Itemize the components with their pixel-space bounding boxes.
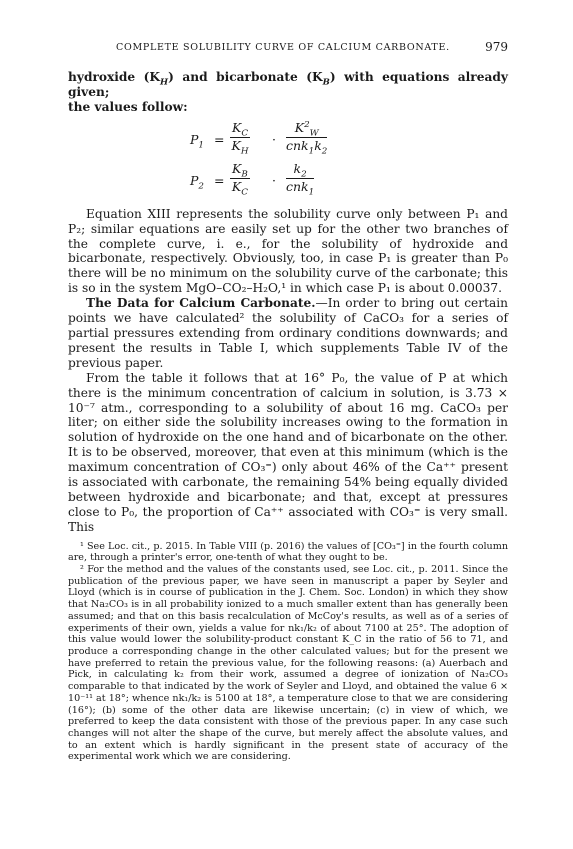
eq-p2-lhs: $P_2$ [190,172,204,192]
eq-p1-lhs: $P_1$ [190,131,204,151]
eq-dot: · [272,131,276,147]
body-text [68,70,508,535]
page [68,40,508,763]
intro-paragraph-line2: the values follow: [68,99,188,114]
eq-p2-frac1: $\frac{K_B}{K_C}$ [231,160,248,198]
footnotes [68,541,508,763]
equation-p1 [190,121,390,159]
page-number: 979 [485,40,508,54]
eq-p2-frac2: $k_2$ cnk$_1$ [286,160,315,198]
paragraph-data-calcium-carbonate [68,296,508,371]
eq-p1-frac2: $K^2_W$ $cnk_1k_2$ [286,119,328,157]
equation-block [68,121,508,203]
equation-p2 [190,162,390,200]
eq-equals: = [214,131,225,147]
footnote-2: ² For the method and the values of the constants used, see Loc. cit., p. 2011. Since the publication of the previous paper, we have seen in manuscript a paper by Seyler and Lloyd (which is in course of publication in the J. Chem. Soc. London) in which they show that Na₂CO₃ is in all probability ionized to a much smaller extent than has generally been assumed; and that on this basis recalculation of McCoy's results, as well as of a series of experiments of their own, yields a value for nk₁/k₂ of about 7100 at 25°. The adoption of this value would lower the solubility-product constant K_C in the ratio of 56 to 71, and produce a corresponding change in the other calculated values; but for the present we have preferred to retain the previous value, for the following reasons: (a) Auerbach and Pick, in calculating k₂ from their work, assumed a degree of ionization of Na₂CO₃ comparable to that indicated by the work of Seyler and Lloyd, and obtained the value 6 × 10⁻¹¹ at 18°; whence nk₁/k₂ is 5100 at 18°, a temperature close to that we are considering (16°); (b) some of the other data are likewise uncertain; (c) in view of which, we preferred to keep the data consistent with those of the previous paper. In any case such changes will not alter the shape of the curve, but merely affect the absolute values, and to an extent which is hardly significant in the present state of accuracy of the experimental work which we are considering. [68,564,508,763]
running-title: COMPLETE SOLUBILITY CURVE OF CALCIUM CARBONATE. [116,42,450,53]
eq-equals: = [214,172,225,188]
footnote-1: ¹ See Loc. cit., p. 2015. In Table VIII (p. 2016) the values of [CO₃⁼] in the fourth column are, through a printer's error, one-tenth of what they ought to be. [68,540,508,564]
section-body: —In order to bring out certain points we have calculated² the solubility of CaCO₃ for a series of partial pressures extending from ordinary conditions downwards; and present the results in Table I, which supplements Table IV of the previous paper. [68,296,508,370]
intro-paragraph: hydroxide $(K_H)$ and bicarbonate $(K_B)$ with equations already given; [68,70,508,99]
eq-dot: · [272,172,276,188]
running-header [68,40,508,54]
section-heading: The Data for Calcium Carbonate. [86,296,316,311]
eq-p1-frac1: $\frac{K_C}{K_H}$ [231,119,249,157]
paragraph-equation-xiii: Equation XIII represents the solubility curve only between P₁ and P₂; similar equations are easily set up for the other two branches of the complete curve, i. e., for the solubility of hydroxide and bicarbonate, respectively. Obviously, too, in case P₁ is greater than P₀ there will be no minimum on the solubility curve of the carbonate; this is so in the system MgO–CO₂–H₂O,¹ in which case P₁ is about 0.00037. [68,206,508,296]
paragraph-from-the-table: From the table it follows that at 16° P₀, the value of P at which there is the minimum concentration of calcium in solution, is 3.73 × 10⁻⁷ atm., corresponding to a solubility of about 16 mg. CaCO₃ per liter; on either side the solubility increases owing to the formation in solution of hydroxide on the one hand and of bicarbonate on the other. It is to be observed, moreover, that even at this minimum (which is the maximum concentration of CO₃⁼) only about 46% of the Ca⁺⁺ present is associated with carbonate, the remaining 54% being equally divided between hydroxide and bicarbonate; and that, except at pressures close to P₀, the proportion of Ca⁺⁺ associated with CO₃⁼ is very small. This [68,370,508,534]
